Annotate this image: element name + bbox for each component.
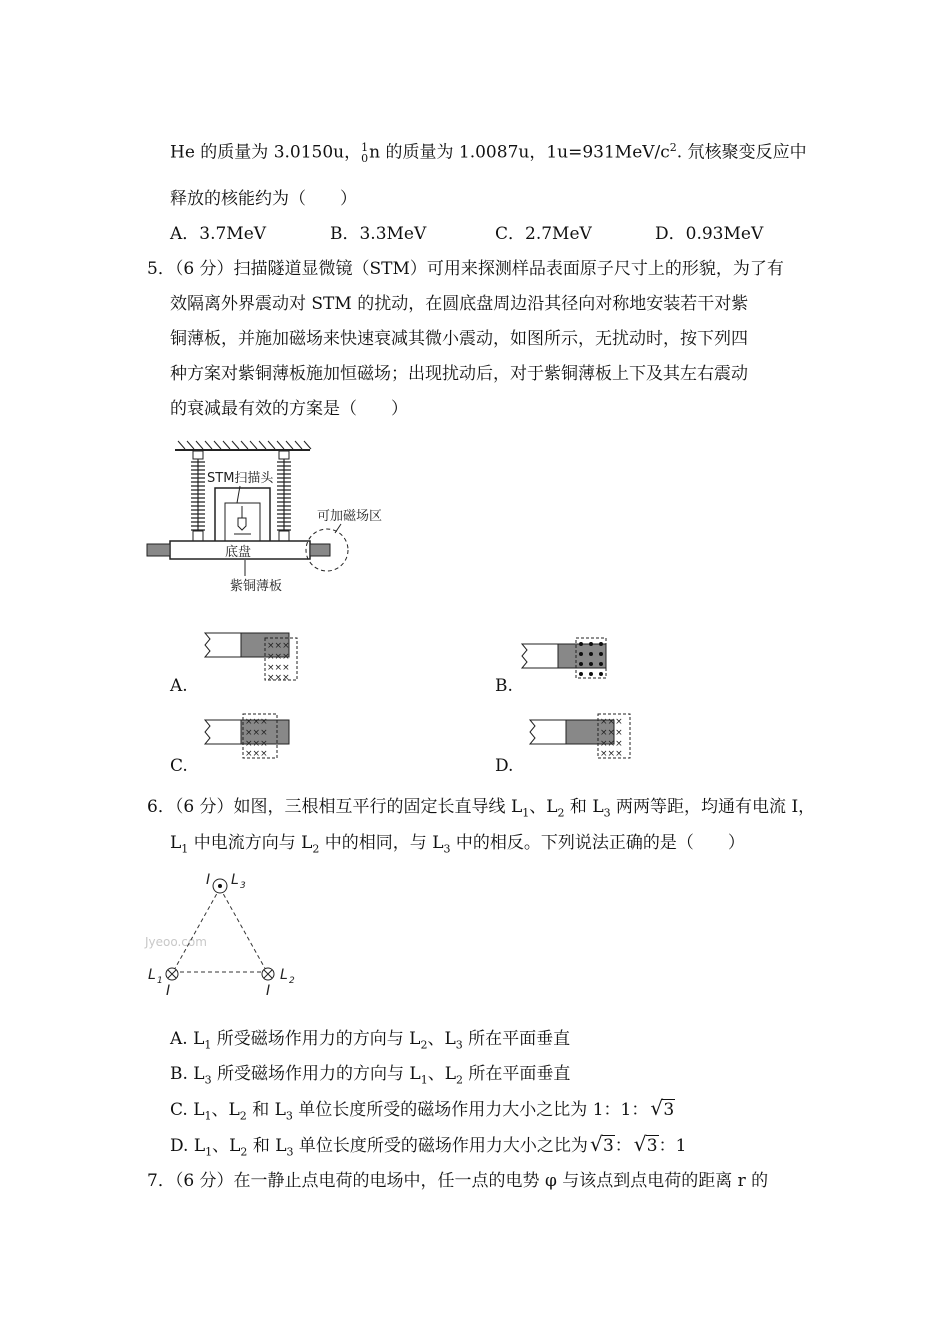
svg-text:1: 1 [157,976,163,986]
q5-option-d-figure [528,712,638,762]
q4-option-b: B．3.3MeV [330,224,427,244]
svg-text:×××: ××× [600,717,623,727]
copper-plate-left [147,544,170,556]
svg-text:3: 3 [240,881,246,891]
svg-text:×××: ××× [267,652,290,662]
q5-line5: 的衰减最有效的方案是（ ） [170,399,408,419]
q5-option-c-label: C. [170,756,188,776]
svg-text:×××: ××× [600,749,623,759]
wire-triangle-figure [140,866,310,1001]
q5-option-b-label: B. [495,676,513,696]
q6-line1: 6．（6 分）如图，三根相互平行的固定长直导线 $L_1$、$L_2$ 和 $L_3$ 两两等距，均通有电流 I， [147,797,816,820]
svg-text:L: L [280,967,288,983]
spring-right [277,459,291,536]
sqrt-3: √ 3 [650,1099,675,1121]
svg-text:×××: ××× [245,728,268,738]
svg-text:×××: ××× [267,663,290,673]
svg-text:I: I [206,872,211,888]
q6-option-a: A. $L_1$ 所受磁场作用力的方向与 $L_2$、$L_3$ 所在平面垂直 [170,1029,571,1052]
plate-label: 紫铜薄板 [230,579,283,594]
q5-option-b-figure [520,634,620,686]
q6-option-b: B. $L_3$ 所受磁场作用力的方向与 $L_1$、$L_2$ 所在平面垂直 [170,1064,571,1087]
copper-plate-right [310,544,330,556]
svg-text:×××: ××× [245,739,268,749]
spring-left [191,459,205,536]
q5-option-c-figure [203,712,303,762]
watermark: Jyeoo.com [145,935,207,949]
n-fraction: 1 0 [361,141,369,166]
svg-text:×××: ××× [267,673,290,683]
svg-text:×××: ××× [245,717,268,727]
field-zone-label: 可加磁场区 [317,509,383,524]
q6-option-c: C. $L_1$、$L_2$ 和 $L_3$ 单位长度所受的磁场作用力大小之比为 1：1：√ 3 [170,1099,675,1127]
q7-line1: 7．（6 分）在一静止点电荷的电场中，任一点的电势 φ 与该点到点电荷的距离 r 的 [147,1171,769,1191]
svg-text:I: I [266,983,271,999]
base-label: 底盘 [225,545,252,560]
q5-line4: 种方案对紫铜薄板施加恒磁场；出现扰动后，对于紫铜薄板上下及其左右震动 [170,364,748,384]
svg-text:I: I [166,983,171,999]
q4-option-d: D．0.93MeV [655,224,764,244]
q5-option-a-label: A. [170,676,188,696]
q5-line3: 铜薄板，并施加磁场来快速衰减其微小震动，如图所示，无扰动时，按下列四 [170,329,748,349]
q5-line2: 效隔离外界震动对 STM 的扰动，在圆底盘周边沿其径向对称地安装若干对紫 [170,294,749,314]
svg-text:L: L [148,967,156,983]
svg-text:×××: ××× [245,749,268,759]
q4-line1: He 的质量为 3.0150u， 1 0 n 的质量为 1.0087u，$1u=931MeV/c^2$. 氘核聚变反应中 [170,141,807,166]
svg-text:×××: ××× [600,728,623,738]
svg-text:×××: ××× [267,641,290,651]
q4-option-a: A．3.7MeV [170,224,267,244]
stm-figure [145,438,405,603]
q5-option-d-label: D. [495,756,514,776]
sqrt-3-first: √ 3 [590,1135,615,1157]
sqrt-3-second: √ 3 [634,1135,659,1157]
svg-text:2: 2 [289,976,295,986]
q4-line2: 释放的核能约为（ ） [170,189,357,209]
q5-option-a-figure [203,628,303,686]
q6-option-d: D. $L_1$、$L_2$ 和 $L_3$ 单位长度所受的磁场作用力大小之比为√ 3：√ 3：1 [170,1135,686,1163]
stm-label: STM扫描头 [207,471,274,486]
svg-text:×××: ××× [600,739,623,749]
q4-option-c: C．2.7MeV [495,224,592,244]
q6-line2: $L_1$ 中电流方向与 $L_2$ 中的相同，与 $L_3$ 中的相反。下列说法正确的是（ ） [170,833,745,856]
q5-line1: 5．（6 分）扫描隧道显微镜（STM）可用来探测样品表面原子尺寸上的形貌，为了有 [147,259,784,279]
svg-text:L: L [231,872,239,888]
